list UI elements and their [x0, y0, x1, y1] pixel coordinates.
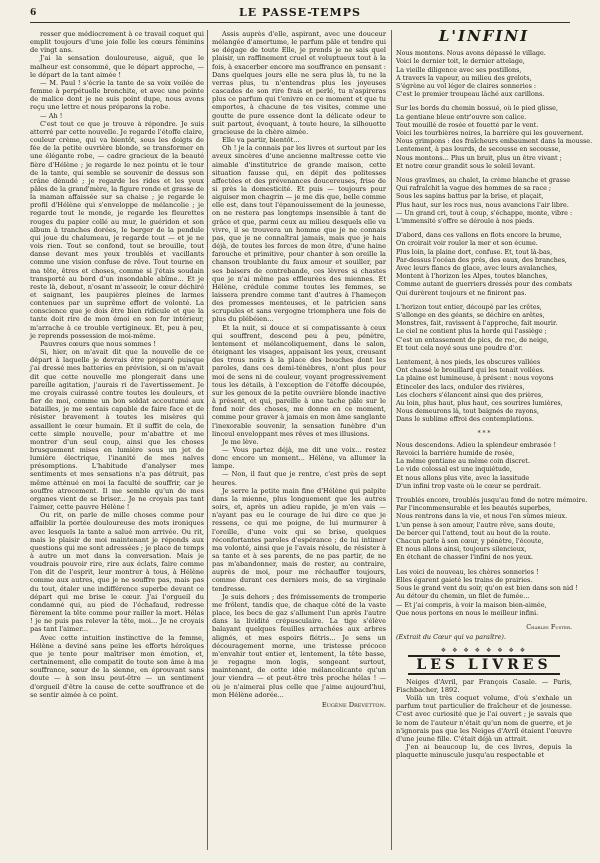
poem-line: Lentement, à nos pieds, les obscures vallées: [396, 358, 541, 367]
poem-stanza: [396, 231, 572, 297]
ornament-divider: ❖ ❖ ❖ ❖ ❖ ❖ ❖ ❖: [440, 647, 528, 655]
paragraph: Je serre la petite main fine d'Hélène qui palpite dans la mienne, plus longuement que les autres soirs, et, après un adieu rapide, je m'en vais — n'ayant pas eu le courage de lui dire ce que je ressens, ce qui me poigne, de lui murmurer à l'oreille, d'une voix qui se brise, quelques réconfortantes paroles d'espérance ; de lui intimer ma volonté, ainsi que je l'avais résolu, de résister à sa tante et à ses parents, de ne pas partir, de ne pas m'abandonner, mais de rester, au contraire, auprès de moi, pour me réchauffer toujours, comme durant ces derniers mois, de sa virginale tendresse.: [212, 486, 386, 593]
poem-line: Monstres, fait, ravissent à l'approche, fait mourir.: [396, 319, 558, 328]
poem-line: Ont chassé le brouillard qui les tenait voilées.: [396, 366, 545, 375]
paragraph: — Ah !: [40, 111, 63, 120]
column-2: [212, 30, 386, 850]
poem-stanza: [396, 567, 578, 617]
page-number: 6: [30, 8, 38, 18]
poem-stanza: [396, 104, 593, 170]
poem-line: Et notre cœur grandit sous le soleil levant.: [396, 161, 536, 170]
poem-stanza: [396, 358, 572, 424]
poem-line: La plaine est lumineuse, à présent : nous voyons: [396, 374, 554, 383]
poem-stanza: [396, 496, 588, 562]
poem-line: Au détour du chemin, un filet de fumée...: [396, 592, 530, 601]
poem-line: Plus loin, la plaine dort, confuse. Et, tout là-bas,: [396, 247, 553, 256]
poem-stanza: [396, 49, 572, 98]
poem-line: Lentement, à pas lourds, de secousse en secousse,: [396, 145, 561, 154]
poem-line: L'un pense à son amour, l'autre rêve, sans doute,: [396, 520, 556, 529]
poem-line: La gentiane bleue entr'ouvre son calice.: [396, 112, 527, 121]
poem-line: Qui rafraîchit la vague des hommes de sa race ;: [396, 184, 552, 193]
poem-line: La même gentiane au même coin discret.: [396, 457, 530, 466]
paragraph: J'en ai beaucoup lu, de ces livres, depuis la plaquette minuscule jusqu'au respectable et: [396, 743, 572, 760]
book-review: [396, 678, 572, 760]
poem-line: Par l'incommensurable et les beautés superbes,: [396, 504, 552, 513]
poem-line: Voici les tourbières noires, la barrière qui les gouvernent.: [396, 128, 584, 137]
poem-line: Dans le sublime effroi des contemplations.: [396, 415, 534, 424]
poem-line: Sur les bords du chemin bossué, où le pied glisse,: [396, 104, 558, 113]
poem-line: D'abord, dans ces vallons en flots encore la brume,: [396, 231, 562, 240]
poem-line: Sous le grand vent du soir, qu'on est bien dans son nid !: [396, 584, 578, 593]
poem-line: Par-dessus l'océan des prés, des eaux, des branches,: [396, 255, 567, 264]
paragraph: Ou rit, on parle de mille choses comme pour affaiblir la portée douloureuse des mots ironiques avec lesquels la tante a salué mon arrivée. Ou rit, mais le plaisir de moi maintenant je réponds aux questions qui me sont adressées ; je place de temps à autre un mot dans la conversation. Mais je voudrais pouvoir rire, rire aux éclats, faire comme l'on dit de l'esprit, leur montrer à tous, à Hélène comme aux autres, que je ne souffre pas, mais pas du tout, étaler une indifférence superbe devant ce départ qui me brise le cœur. J'ai l'orgueil du condamné qui, au pied de l'échafaud, redresse fièrement la tête comme pour railler la mort. Hélas ! je ne puis pas relever la tête, moi... Je ne croyais pas tant l'aimer...: [30, 511, 204, 634]
poem-source: (Extrait du Cœur qui va paraître).: [396, 633, 506, 642]
poem-line: Les voici de nouveau, les chères sonneries !: [396, 567, 539, 576]
poem-author: Charles Fuster.: [526, 622, 572, 631]
paragraph: Je suis dehors ; des frémissements de tromperie me frôlent, tandis que, de chaque côté de la vaste place, les becs de gaz s'allument l'un après l'autre dans la lividité crépusculaire. La tige s'élève balayant quelques feuilles arrachées aux arbres alignés, et mes espoirs flétris... Je sens un découragement morne, une tristesse précoce m'envahir tout entier et, lentement, la tête basse, je regagne mon logis, songeant surtout, maintenant, de cette idée mélancolicante qu'un jour viendra — et peut-être très proche hélas ! — où je n'aimerai plus celle que j'aime aujourd'hui, mon Hélène adorée...: [212, 592, 386, 699]
poem-stanza: [396, 176, 572, 225]
poem-line: La vieille diligence avec ses postillons,: [396, 65, 522, 74]
column-1: [30, 30, 204, 850]
column-divider-2: [391, 30, 392, 850]
poem-line: Étinceler des lacs, onduler des rivières,: [396, 382, 525, 391]
poem-line: Sous les sapins battus par la brise, et plaçait,: [396, 192, 544, 201]
poem-line: C'est un entassement de pics, de roc, de neige,: [396, 335, 549, 344]
poem-line: Que nous portons en nous le meilleur infini.: [396, 608, 539, 617]
stanza-separator: * * *: [477, 429, 491, 437]
poem-line: Au loin, plus haut, plus haut, ces sourires lumières,: [396, 399, 563, 408]
poem-line: C'est le premier troupeau lâché aux carillons.: [396, 90, 545, 99]
poem-line: S'égrène au vol léger de claires sonneries :: [396, 81, 537, 90]
paragraph: Neiges d'Avril, par François Casale. — Paris, Fischbacher, 1892.: [396, 677, 572, 694]
poem-line: D'un infini trop vaste où le cœur se perdrait.: [396, 481, 542, 490]
poem-line: Nous demeurons là, tout baignés de rayons,: [396, 407, 539, 416]
page-header: [30, 6, 570, 22]
paragraph: Pauvres cœurs que nous sommes !: [40, 339, 156, 348]
paragraph: J'ai la sensation douloureuse, aiguë, que le malheur est consommé, que le départ approche, — le départ de la tant aimée !: [30, 54, 204, 79]
paragraph: Oh ! je la connais par les livres et surtout par les aveux sincères d'une ancienne maîtresse cette vie aimable d'institutrice de grande maison, cette situation fausse qui, en dépit des politesses affectées et des prévenances doucereuses, frise de si près la domesticité. Et puis — toujours pour aiguiser mon chagrin — je me dis que, belle comme elle est, dans tout l'épanouissement de la jeunesse, on ne restera pas longtemps insensible à tant de grâce et que, parmi ceux au milieu desquels elle va vivre, il se trouvera un homme que je ne connais pas, que je ne connaîtrai jamais, mais que je hais déjà, de toutes les forces de mon être, d'une haine farouche et primitive, pour chanter à son oreille la chanson troublante du faux amour et souiller, par ses baisers de contrebande, ces lèvres si chastes que je n'ai même pas effleurées des miennes. Et Hélène, crédule comme toutes les femmes, se laissera prendre comme tant d'autres à l'hameçon des promesses menteuses, et le patricien sans scrupules et sans vergogne triomphera une fois de plus du plébéien...: [212, 144, 386, 324]
paragraph: resser que médiocrement à ce travail coquet qui emplit toujours d'une joie folle les cœurs féminins de vingt ans.: [30, 30, 204, 55]
poem-line: Revoici la barrière humide de rosée,: [396, 449, 515, 458]
poem-line: Le vide colossal est une inquiétude,: [396, 465, 512, 474]
poem-line: Nous gravîmes, au chalet, la crème blanche et grasse: [396, 176, 571, 184]
poem-line: Voici le dernier toit, le dernier attelage,: [396, 57, 525, 66]
paragraph: Et la nuit, si douce et si compatissante à ceux qui souffrent, descend peu à peu, pénètre, lentement et mélancoliquement, dans le salon, éteignant les visages, appaisant les yeux, creusant des trous noirs à la place des bouches dont les paroles, dans ces demi-ténèbres, n'ont plus pour moi de sens ni de couleur, voyant progressivement tous les détails, à l'exception de l'étoffe découpée, sur les genoux de la petite ouvrière blonde inactive à présent, et qui, pareille à une tache pâle sur le fond noir des choses, me donne en ce moment, comme pour graver à jamais en mon âme sanglante l'inexorable souvenir, la sensation funèbre d'un linceul enveloppant mes rêves et mes illusions.: [212, 323, 386, 438]
paragraph: Voilà un très coquet volume, d'où s'exhale un parfum tout particulier de fraîcheur et de jeunesse. C'est avec curiosité que je l'ai ouvert ; je savais que le nom de l'auteur n'était qu'un nom de guerre, et je n'ignorais pas que les Neiges d'Avril étaient l'œuvre d'une jeune fille. C'était déjà un attrait.: [396, 693, 572, 743]
poem-body: [396, 49, 593, 424]
poem-line: S'allonge en des géants, se déchire en arêtes,: [396, 311, 545, 320]
poem-line: Nous montons. Nous avons dépassé le village.: [396, 49, 546, 58]
poem-line: — Et j'ai compris, à voir la maison bien-aimée,: [396, 600, 547, 609]
poem-line: Tout mouillé de rosée et fouetté par le vent.: [396, 120, 539, 129]
header-rule: [30, 22, 570, 23]
paragraph: Avec cette intuition instinctive de la femme, Hélène a deviné sans peine les efforts héroïques que je tente pour maîtriser mon émotion, et, certainement, elle compatit de toute son âme à ma souffrance, sœur de la sienne, en éprouvant sans doute — à son insu peut-être — un sentiment d'orgueil d'être la cause de cette souffrance et de se sentir aimée à ce point.: [30, 633, 204, 699]
poem-line: Qui durèrent toujours et ne finiront pas.: [396, 288, 527, 297]
paragraph: Assis auprès d'elle, aspirant, avec une douceur mélangée d'amertume, le parfum pâle et tendre qui se dégage de toute Elle, je prends je ne sais quel plaisir, un raffinement cruel et voluptueux tout à la fois, à exacerber encore ma souffrance en pensant : Dans quelques jours elle ne sera plus là, tu ne la verras plus, tu n'entendras plus les joyeuses cascades de son rire frais et perlé, tu n'aspireras plus ce parfum qui t'enivre en ce moment et que tu emportes, à chacune de tes visites, comme une goutte de pure essence dont la délicate odeur te suit partout, évoquant, à toute heure, la silhouette gracieuse de la chère aimée.: [212, 30, 386, 136]
poem-line: Nous descendons. Adieu la splendeur embrasée !: [396, 440, 557, 449]
poem-line: Plus haut, sur les rocs nus, nous avancions l'air libre.: [396, 200, 569, 209]
poem-line: Montent à l'horizon les Alpes, toutes blanches,: [396, 272, 548, 281]
paragraph: — Non, il faut que je rentre, c'est près de sept heures.: [212, 470, 386, 487]
poem-line: De bercer qui l'attend, tout au bout de la route.: [396, 528, 551, 537]
paragraph: Je me lève.: [222, 437, 259, 446]
paragraph: — M. Paul ! s'écrie la tante de sa voix voilée de femme à perpétuelle bronchite, et avec une pointe de malice dont je ne suis point dupe, nous avons reçu une lettre et nous préparons la robe.: [30, 78, 204, 112]
poem-line: — Un grand cri, tout à coup, s'échappe, monte, vibre :: [396, 208, 573, 217]
poem-line: Troublés encore, troublés jusqu'au fond de notre mémoire.: [396, 496, 588, 505]
column-3: [396, 27, 593, 850]
poem-line: L'horizon tout entier, découpé par les crêtes,: [396, 302, 542, 311]
paragraph: Elle va partir, bientôt...: [222, 136, 300, 145]
poem-line: Nous rentrons dans la vie, et nous l'en sûmes mieux.: [396, 512, 568, 521]
poem-stanza: [396, 303, 572, 352]
poem-line: Et nous allons plus vite, avec la lassitude: [396, 473, 530, 482]
paragraph: Si, hier, on m'avait dit que la nouvelle de ce départ à laquelle je devrais être préparé puisque j'ai dressé mes batteries en prévision, si on m'avait dit que cette nouvelle me plongerait dans une pareille agitation, j'aurais ri de l'avertissement. Je me croyais cuirassé contre toutes les douleurs, et fier de moi, comme un bon soldat accoutumé aux batailles, je me sentais capable de faire face et de résister bravement à toutes les misères qui assaillent le cœur humain. Et il suffit de cela, de cette simple nouvelle, pour m'abattre et me montrer d'un seul coup, ainsi que les choses brusquement mises en lumière sous un jet de lumière électrique, l'inanité de mes naïves présomptions. L'habitude d'analyser mes sentiments et mes sensations n'a pas détruit, pas même atténué en moi la faculté de souffrir, car je souffre atrocement. Il me semble qu'un de mes organes vient de se briser... Je ne croyais pas tant l'aimer, cette pauvre Hélène !: [30, 348, 204, 512]
poem-line: En étchant de chasser l'infini de nos yeux.: [396, 553, 533, 562]
poem-line: A travers la vapeur, au milieu des grelots,: [396, 73, 532, 82]
column-divider-1: [207, 30, 208, 850]
poem-line: Et tout cela noyé sous une poudre d'or.: [396, 343, 523, 352]
poem-line: L'immensité s'offre se déroule à nos pieds.: [396, 217, 535, 226]
books-section-title: LES LIVRES: [396, 661, 572, 671]
poem-line: Comme autant de guerriers dressés pour des combats: [396, 280, 573, 289]
poem-line: Les clochers s'élancent ainsi que des prières,: [396, 390, 544, 399]
poem-line: Elles égarent gaieté les trains de prairies.: [396, 575, 533, 584]
poem-line: Le ciel ne contient plus la horde qui l'assiège ;: [396, 327, 547, 336]
poem-line: Avec leurs flancs de glace, avec leurs avalanches,: [396, 264, 558, 273]
poem-stanza: [396, 441, 572, 490]
poem-body-part-2: [396, 440, 588, 617]
poem-line: Et nous allons ainsi, toujours silencieux,: [396, 545, 527, 554]
poem-line: Nous grimpons : des fraîcheurs embaument dans la mousse.: [396, 137, 593, 146]
paragraph: — Vous partez déjà, me dit une voix... restez donc encore un moment... Hélène, va allumer la lampe.: [212, 445, 386, 471]
publication-title: LE PASSE-TEMPS: [239, 6, 361, 19]
poem-title: L'INFINI: [438, 27, 530, 45]
poem-line: On croirait voir rouler la mer et son écume.: [396, 239, 538, 248]
poem-line: Nous montons... Plus un bruit, plus un être vivant ;: [396, 153, 562, 162]
paragraph: C'est tout ce que je trouve à répondre. Je suis atterré par cette nouvelle. Je regarde l'étoffe claire, couleur crème, qui va bientôt, sous les doigts de fée de la petite ouvrière blonde, se transformer en une élégante robe, — cadre gracieux de la beauté fière d'Hélène ; je regarde le nez pointu et le tour de la tante, qui semble se souvenir de dessus son crâne dénudé ; je regarde les rides et les yeux pâles de la grand'mère, la figure ronde et grasse de la maman affaissée sur sa chaise ; je regarde le profil d'Hélène qui s'enveloppe de mélancolie ; je regarde tout le monde, je regarde les fleurettes rouges du papier collé au mur, le guéridon et son album à tranches dorées, le berger de la pendule qui joue du chalumeau, je regarde tout — et je ne vois rien. Tout se confond, tout se brouille, tout danse devant mes yeux troublés et vacillants comme une vision confuse de rêve. Tout tourne en ma tête, êtres et choses, comme si j'étais soudain transporté au bord d'un insondable abîme... Et je reste là, debout, n'osant m'asseoir, le cœur déchiré et saignant, les paupières pleines de larmes contenues par un suprême effort de volonté. La conscience que je dois être bien ridicule et que la tante doit rire de mon émoi en son for intérieur, m'arrache à ce trouble vertigineux. Et, peu à peu, je reprends possession de moi-même.: [30, 119, 204, 340]
poem-line: Chacun parle à son cœur, y pénètre, l'écoute,: [396, 537, 544, 546]
story-signature: Eugène Drevetton.: [321, 700, 386, 709]
